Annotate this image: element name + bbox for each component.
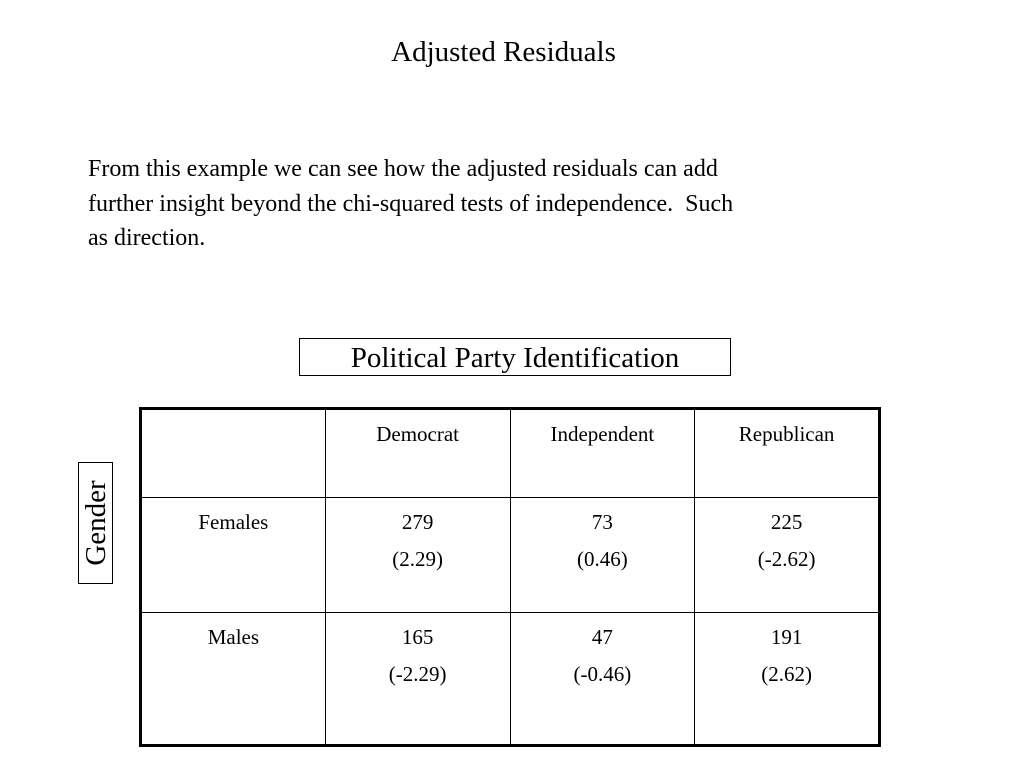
table-cell xyxy=(510,498,695,613)
column-header-cell: Independent xyxy=(510,409,695,498)
count-value: 191 xyxy=(770,625,803,649)
table-row xyxy=(141,613,880,746)
row-variable-label: Gender xyxy=(79,480,112,566)
column-header-cell: Republican xyxy=(695,409,880,498)
explanation-paragraph xyxy=(88,152,878,256)
row-variable-label-box xyxy=(78,462,113,584)
table-cell xyxy=(510,613,695,746)
paragraph-line: From this example we can see how the adjusted residuals can add xyxy=(88,156,718,182)
contingency-table xyxy=(139,407,881,747)
table-cell xyxy=(325,498,510,613)
row-label-cell: Females xyxy=(141,498,326,613)
table-cell xyxy=(695,613,880,746)
corner-cell xyxy=(141,409,326,498)
count-value: 165 xyxy=(401,625,434,649)
paragraph-line: further insight beyond the chi-squared tests of independence. Such xyxy=(88,190,734,217)
adjusted-residual: (2.29) xyxy=(392,547,443,571)
adjusted-residual: (0.46) xyxy=(577,547,628,571)
adjusted-residual: (2.62) xyxy=(761,662,812,686)
count-value: 73 xyxy=(591,510,613,534)
adjusted-residual: (-0.46) xyxy=(573,662,632,686)
adjusted-residual: (-2.29) xyxy=(388,662,447,686)
adjusted-residual: (-2.62) xyxy=(757,547,816,571)
table-cell xyxy=(325,613,510,746)
table-header-row xyxy=(141,409,880,498)
table-row xyxy=(141,498,880,613)
table-cell xyxy=(695,498,880,613)
count-value: 225 xyxy=(770,510,803,534)
column-header-cell: Democrat xyxy=(325,409,510,498)
row-label-cell: Males xyxy=(141,613,326,746)
count-value: 47 xyxy=(591,625,613,649)
paragraph-line: as direction. xyxy=(88,225,206,251)
slide-title: Adjusted Residuals xyxy=(391,36,616,68)
count-value: 279 xyxy=(401,510,434,534)
column-variable-label: Political Party Identification xyxy=(299,338,731,376)
